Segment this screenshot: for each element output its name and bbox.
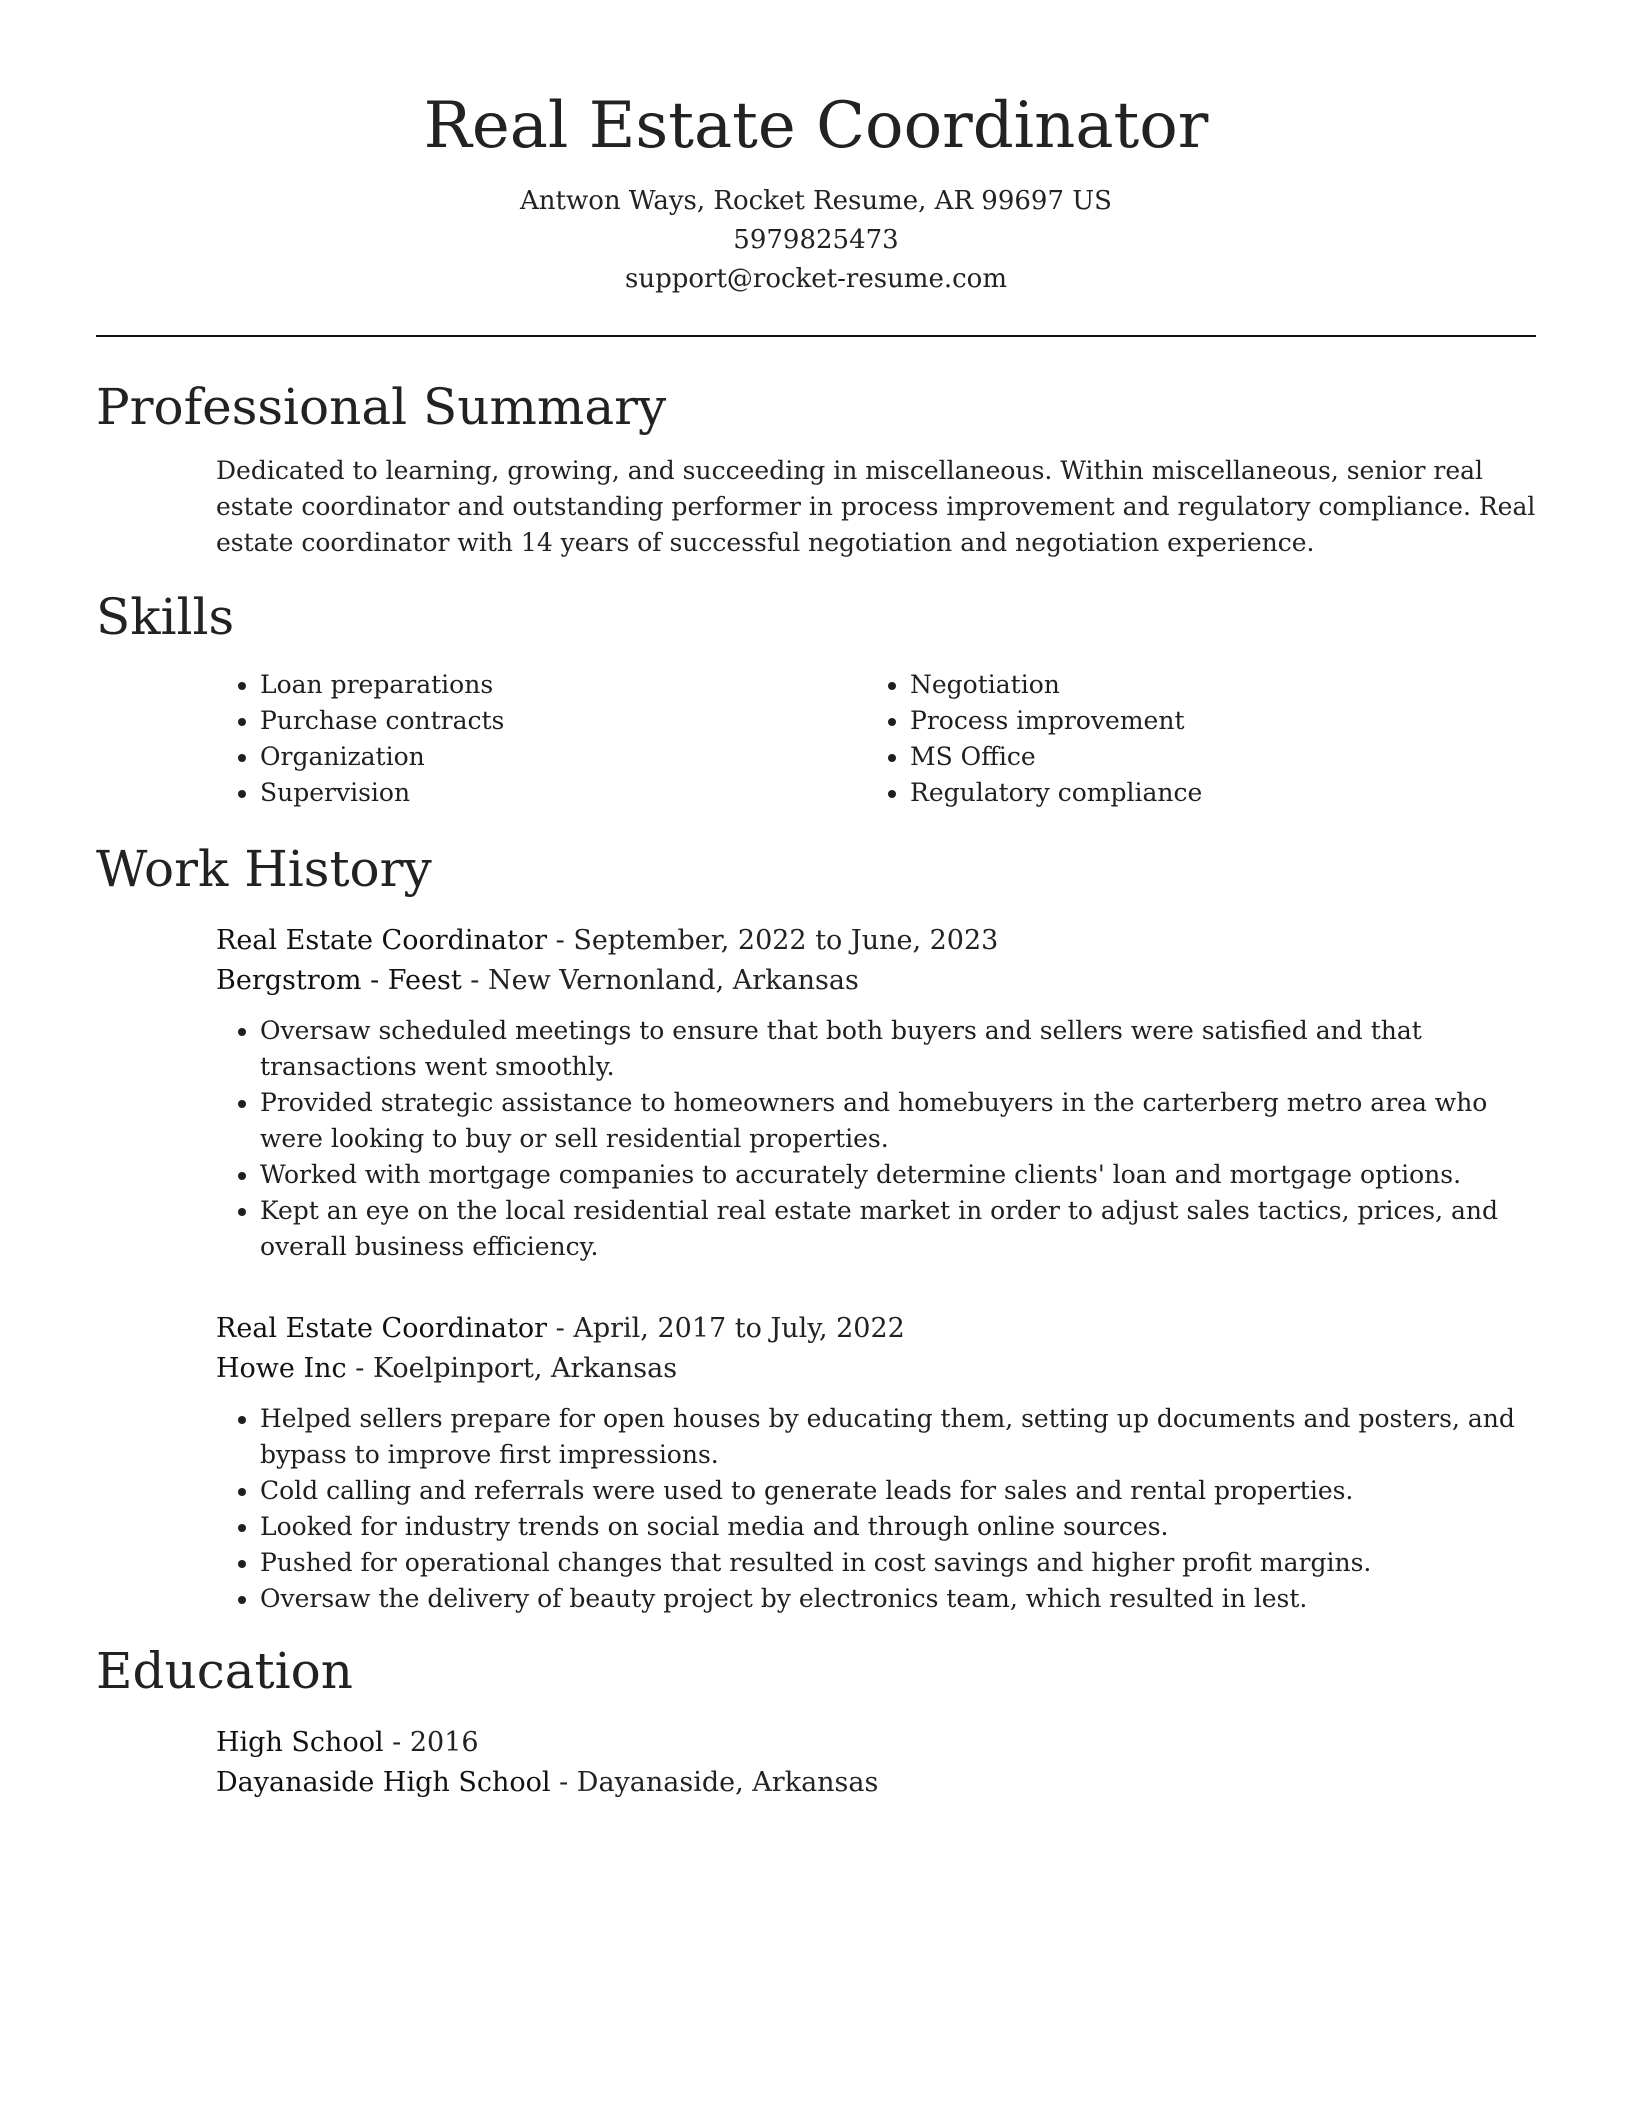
job-dates: - September, 2022 to June, 2023 xyxy=(547,925,999,956)
education-school: Dayanaside High School xyxy=(216,1767,551,1798)
job-location: - New Vernonland, Arkansas xyxy=(461,965,859,996)
skill-item: • Organization xyxy=(260,739,866,775)
job-bullet: • Pushed for operational changes that resulted in cost savings and higher profit margins. xyxy=(260,1545,1536,1581)
education-school-line xyxy=(216,1763,1536,1803)
job-bullet: • Cold calling and referrals were used to generate leads for sales and rental properties. xyxy=(260,1473,1536,1509)
summary-section xyxy=(96,375,1536,561)
summary-text: Dedicated to learning, growing, and succeeding in miscellaneous. Within miscellaneous, senior real estate coordinator and outstanding performer in process improvement and regulatory compliance. Real estate coordinator with 14 years of successful negotiation and negotiation experience. xyxy=(216,456,1536,557)
education-heading: Education xyxy=(96,1642,353,1700)
job-bullet: • Provided strategic assistance to homeowners and homebuyers in the carterberg metro area who were looking to buy or sell residential properties. xyxy=(260,1085,1536,1157)
education-degree-line xyxy=(216,1723,1536,1763)
skill-item: • Regulatory compliance xyxy=(910,775,1516,811)
resume-title: Real Estate Coordinator xyxy=(423,89,1209,163)
skill-item: • Loan preparations xyxy=(260,667,866,703)
skills-section xyxy=(96,585,1536,811)
job-company-line xyxy=(216,961,1536,1001)
job-bullet: • Looked for industry trends on social media and through online sources. xyxy=(260,1509,1536,1545)
job-company: Howe Inc xyxy=(216,1353,347,1384)
contact-info xyxy=(96,182,1536,299)
job-bullet: • Helped sellers prepare for open houses by educating them, setting up documents and posters, and bypass to improve first impressions. xyxy=(260,1401,1536,1473)
skills-left-list xyxy=(216,667,866,811)
job-bullet: • Kept an eye on the local residential real estate market in order to adjust sales tactics, prices, and overall business efficiency. xyxy=(260,1193,1536,1265)
job-bullet: • Worked with mortgage companies to accurately determine clients' loan and mortgage options. xyxy=(260,1157,1536,1193)
education-year: - 2016 xyxy=(383,1727,479,1758)
job-entry xyxy=(216,921,1536,1265)
skills-right-list xyxy=(866,667,1516,811)
job-bullet: • Oversaw scheduled meetings to ensure that both buyers and sellers were satisfied and that transactions went smoothly. xyxy=(260,1013,1536,1085)
job-title-line xyxy=(216,1309,1536,1349)
education-location: - Dayanaside, Arkansas xyxy=(550,1767,879,1798)
skill-item: • Process improvement xyxy=(910,703,1516,739)
job-role: Real Estate Coordinator xyxy=(216,1313,548,1344)
contact-address: Antwon Ways, Rocket Resume, AR 99697 US xyxy=(520,186,1112,216)
job-bullet-list xyxy=(216,1013,1536,1265)
job-company-line xyxy=(216,1349,1536,1389)
job-bullet-list xyxy=(216,1401,1536,1617)
job-location: - Koelpinport, Arkansas xyxy=(346,1353,678,1384)
resume-header xyxy=(96,0,1536,299)
job-dates: - April, 2017 to July, 2022 xyxy=(547,1313,905,1344)
skill-item: • Purchase contracts xyxy=(260,703,866,739)
work-history-section xyxy=(96,837,1536,1617)
header-divider xyxy=(96,335,1536,337)
education-section xyxy=(96,1639,1536,1803)
skill-item: • Negotiation xyxy=(910,667,1516,703)
skill-item: • MS Office xyxy=(910,739,1516,775)
job-company: Bergstrom - Feest xyxy=(216,965,462,996)
skills-grid xyxy=(96,667,1536,811)
job-title-line xyxy=(216,921,1536,961)
summary-heading: Professional Summary xyxy=(96,378,667,436)
education-degree: High School xyxy=(216,1727,384,1758)
job-role: Real Estate Coordinator xyxy=(216,925,548,956)
work-history-heading: Work History xyxy=(96,840,432,898)
job-bullet: • Oversaw the delivery of beauty project by electronics team, which resulted in lest. xyxy=(260,1581,1536,1617)
job-entry xyxy=(216,1309,1536,1617)
contact-email: support@rocket-resume.com xyxy=(624,264,1007,294)
skills-heading: Skills xyxy=(96,588,235,646)
skill-item: • Supervision xyxy=(260,775,866,811)
education-entry xyxy=(216,1723,1536,1803)
contact-phone: 5979825473 xyxy=(733,225,899,255)
